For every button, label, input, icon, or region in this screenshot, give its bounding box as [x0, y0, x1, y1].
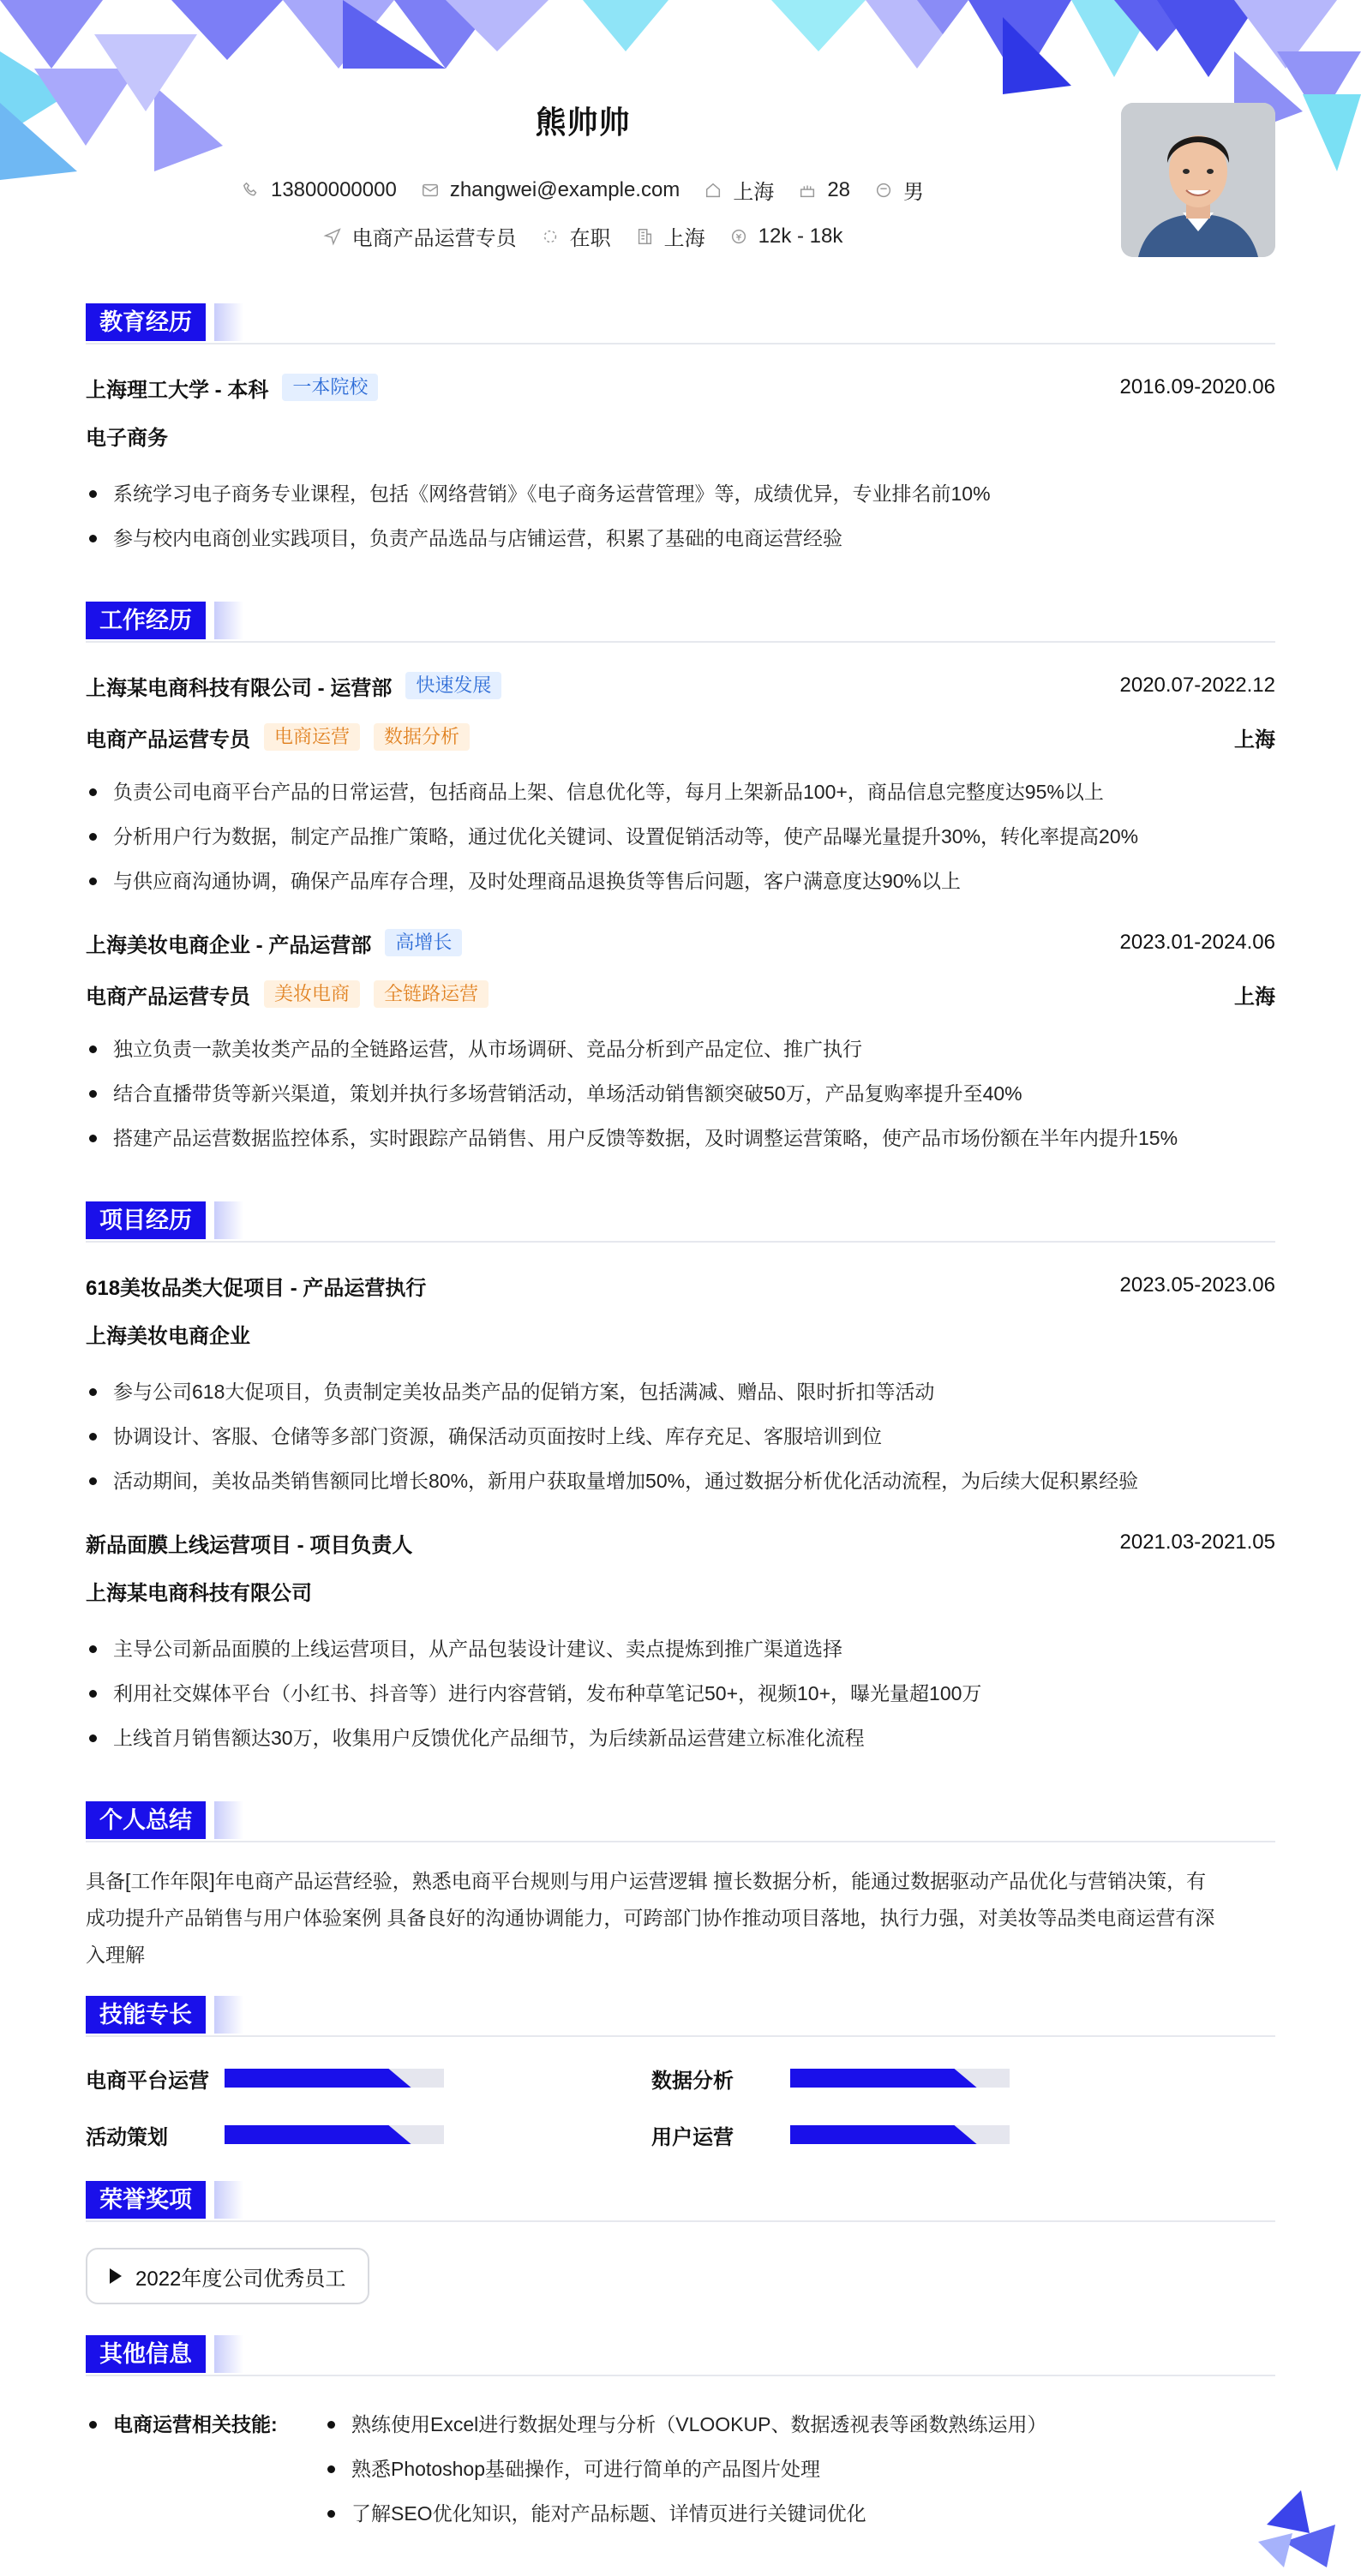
role-tag: 电商运营	[264, 723, 360, 751]
education-entry-header	[86, 370, 1275, 404]
city-text: 上海	[663, 227, 705, 250]
section-title: 其他信息	[86, 2335, 206, 2373]
project-entry-1	[86, 1268, 1275, 1503]
section-title: 教育经历	[86, 303, 206, 341]
list-item: 参与校内电商创业实践项目，负责产品选品与店铺运营，积累了基础的电商运营经验	[86, 516, 1275, 560]
salary-item	[729, 225, 843, 249]
gender-text: 男	[903, 181, 925, 204]
company-tag: 高增长	[385, 929, 462, 956]
other-skills	[86, 2402, 1275, 2536]
home-icon	[704, 181, 722, 200]
skills-section	[86, 1996, 1275, 2150]
work-bullets	[86, 1027, 1275, 1160]
role-tag: 数据分析	[374, 723, 470, 751]
email-item	[421, 178, 680, 202]
list-item: 熟练使用Excel进行数据处理与分析（VLOOKUP、数据透视表等函数熟练运用）	[324, 2402, 1046, 2447]
project-period: 2021.03-2021.05	[1119, 1531, 1275, 1554]
awards-header	[86, 2181, 1275, 2222]
list-item: 负责公司电商平台产品的日常运营，包括商品上架、信息优化等，每月上架新品100+，商品信息完整度达95%以上	[86, 770, 1275, 814]
skill-item	[86, 2119, 651, 2150]
work-city: 上海	[1234, 728, 1275, 752]
email-text: zhangwei@example.com	[449, 177, 680, 201]
project-entry-header	[86, 1268, 1275, 1303]
city-item	[635, 221, 705, 251]
list-item: 结合直播带货等新兴渠道，策划并执行多场营销活动，单场活动销售额突破50万，产品复购率提升至40%	[86, 1071, 1275, 1116]
person-icon	[874, 181, 893, 200]
cake-icon	[798, 181, 817, 200]
work-period: 2023.01-2024.06	[1119, 931, 1275, 954]
section-title-tail	[214, 2335, 243, 2373]
list-item: 主导公司新品面膜的上线运营项目，从产品包装设计建议、卖点提炼到推广渠道选择	[86, 1626, 1275, 1671]
project-org: 上海某电商科技有限公司	[86, 1582, 312, 1605]
project-entry-header	[86, 1525, 1275, 1560]
school-name: 上海理工大学 - 本科	[86, 378, 269, 402]
work-entry-1	[86, 668, 1275, 903]
work-role-row	[86, 720, 1275, 754]
location-item	[704, 175, 774, 205]
list-item: 协调设计、客服、仓储等多部门资源，确保活动页面按时上线、库存充足、客服培训到位	[86, 1414, 1275, 1459]
resume-header	[0, 0, 1361, 274]
skill-bar-fill	[225, 2069, 411, 2088]
status-text: 在职	[569, 227, 611, 250]
project-entry-2	[86, 1525, 1275, 1760]
section-title-tail	[214, 1201, 243, 1239]
avatar-photo	[1121, 103, 1275, 257]
list-item: 利用社交媒体平台（小红书、抖音等）进行内容营销，发布种草笔记50+，视频10+，曝光量超100万	[86, 1671, 1275, 1716]
education-bullets	[86, 471, 1275, 560]
skill-bar	[790, 2125, 1010, 2144]
section-title: 个人总结	[86, 1801, 206, 1839]
skill-item	[86, 2063, 651, 2094]
major-name: 电子商务	[86, 427, 168, 450]
skill-item	[651, 2063, 1217, 2094]
status-item	[541, 221, 611, 251]
work-entry-header	[86, 926, 1275, 960]
work-entry-header	[86, 668, 1275, 703]
skill-bar-fill	[790, 2125, 977, 2144]
project-period: 2023.05-2023.06	[1119, 1273, 1275, 1297]
other-header	[86, 2335, 1275, 2376]
location-text: 上海	[733, 181, 775, 204]
work-section	[86, 602, 1275, 1160]
phone-text: 13800000000	[270, 177, 397, 201]
other-label: 电商运营相关技能:	[86, 2402, 324, 2536]
gender-item	[874, 175, 924, 205]
project-title: 新品面膜上线运营项目 - 项目负责人	[86, 1533, 413, 1557]
section-title: 项目经历	[86, 1201, 206, 1239]
project-org: 上海美妆电商企业	[86, 1325, 250, 1348]
avatar	[1121, 103, 1275, 257]
education-header	[86, 303, 1275, 344]
job-intent-row	[0, 221, 1166, 251]
list-item: 与供应商沟通协调，确保产品库存合理，及时处理商品退换货等售后问题，客户满意度达90%以上	[86, 859, 1275, 903]
awards-section	[86, 2181, 1275, 2304]
send-icon	[323, 227, 342, 246]
school-tag: 一本院校	[282, 374, 378, 401]
skill-bar-fill	[790, 2069, 977, 2088]
list-item: 了解SEO优化知识，能对产品标题、详情页进行关键词优化	[324, 2491, 1046, 2536]
skill-bar	[225, 2125, 444, 2144]
role-name: 电商产品运营专员	[86, 728, 250, 752]
skills-header	[86, 1996, 1275, 2037]
age-text: 28	[827, 177, 851, 201]
list-item: 独立负责一款美妆类产品的全链路运营，从市场调研、竞品分析到产品定位、推广执行	[86, 1027, 1275, 1071]
skills-grid	[86, 2063, 1275, 2150]
project-title: 618美妆品类大促项目 - 产品运营执行	[86, 1276, 427, 1300]
list-item: 上线首月销售额达30万，收集用户反馈优化产品细节，为后续新品运营建立标准化流程	[86, 1716, 1275, 1760]
company-tag: 快速发展	[405, 672, 501, 699]
contact-row	[0, 175, 1166, 205]
work-city: 上海	[1234, 985, 1275, 1009]
age-item	[798, 178, 850, 202]
skill-name: 数据分析	[651, 2069, 734, 2093]
skill-name: 电商平台运营	[86, 2069, 209, 2093]
list-item: 搭建产品运营数据监控体系，实时跟踪产品销售、用户反馈等数据，及时调整运营策略，使产品市场份额在半年内提升15%	[86, 1116, 1275, 1160]
project-section	[86, 1201, 1275, 1760]
award-item	[86, 2248, 369, 2304]
mail-icon	[421, 181, 440, 200]
position-item	[323, 221, 517, 251]
skill-item	[651, 2119, 1217, 2150]
section-title-tail	[214, 1801, 243, 1839]
other-section	[86, 2335, 1275, 2536]
role-name: 电商产品运营专员	[86, 985, 250, 1009]
company-name: 上海某电商科技有限公司 - 运营部	[86, 676, 393, 700]
section-title: 荣誉奖项	[86, 2181, 206, 2219]
list-item: 熟悉Photoshop基础操作，可进行简单的产品图片处理	[324, 2447, 1046, 2491]
list-item: 系统学习电子商务专业课程，包括《网络营销》《电子商务运营管理》等，成绩优异，专业排名前10%	[86, 471, 1275, 516]
section-title: 技能专长	[86, 1996, 206, 2034]
coin-icon	[729, 227, 748, 246]
play-icon	[110, 2268, 122, 2284]
work-period: 2020.07-2022.12	[1119, 674, 1275, 697]
section-title-tail	[214, 2181, 243, 2219]
project-bullets	[86, 1369, 1275, 1503]
section-title-tail	[214, 1996, 243, 2034]
skill-bar-fill	[225, 2125, 411, 2144]
work-header	[86, 602, 1275, 643]
skill-bar	[225, 2069, 444, 2088]
role-tag: 美妆电商	[264, 980, 360, 1008]
salary-text: 12k - 18k	[758, 224, 843, 248]
section-title: 工作经历	[86, 602, 206, 639]
section-title-tail	[214, 303, 243, 341]
skill-name: 用户运营	[651, 2125, 734, 2149]
other-list	[324, 2402, 1046, 2536]
project-bullets	[86, 1626, 1275, 1760]
summary-header	[86, 1801, 1275, 1842]
list-item: 参与公司618大促项目，负责制定美妆品类产品的促销方案，包括满减、赠品、限时折扣等活动	[86, 1369, 1275, 1414]
project-header	[86, 1201, 1275, 1243]
role-tag: 全链路运营	[374, 980, 489, 1008]
phone-item	[242, 178, 397, 202]
section-title-tail	[214, 602, 243, 639]
summary-line: 入理解	[86, 1944, 145, 1966]
loading-icon	[541, 227, 560, 246]
work-role-row	[86, 977, 1275, 1011]
resume-content	[86, 303, 1275, 2536]
summary-text	[86, 1863, 1275, 1974]
company-name: 上海美妆电商企业 - 产品运营部	[86, 933, 372, 957]
position-text: 电商产品运营专员	[351, 227, 517, 250]
building-icon	[635, 227, 654, 246]
summary-line: 具备[工作年限]年电商产品运营经验，熟悉电商平台规则与用户运营逻辑 擅长数据分析，能通过数据驱动产品优化与营销决策，有	[86, 1870, 1207, 1892]
list-item: 分析用户行为数据，制定产品推广策略，通过优化关键词、设置促销活动等，使产品曝光量提升30%，转化率提高20%	[86, 814, 1275, 859]
summary-section	[86, 1801, 1275, 1974]
summary-line: 成功提升产品销售与用户体验案例 具备良好的沟通协调能力，可跨部门协作推动项目落地，执行力强，对美妆等品类电商运营有深	[86, 1907, 1215, 1929]
candidate-name: 熊帅帅	[535, 105, 631, 140]
work-bullets	[86, 770, 1275, 903]
skill-bar	[790, 2069, 1010, 2088]
education-section	[86, 303, 1275, 560]
award-text: 2022年度公司优秀员工	[135, 2267, 346, 2291]
phone-icon	[242, 181, 261, 200]
list-item: 活动期间，美妆品类销售额同比增长80%，新用户获取量增加50%，通过数据分析优化活动流程，为后续大促积累经验	[86, 1459, 1275, 1503]
skill-name: 活动策划	[86, 2125, 168, 2149]
education-period: 2016.09-2020.06	[1119, 375, 1275, 398]
work-entry-2	[86, 926, 1275, 1160]
